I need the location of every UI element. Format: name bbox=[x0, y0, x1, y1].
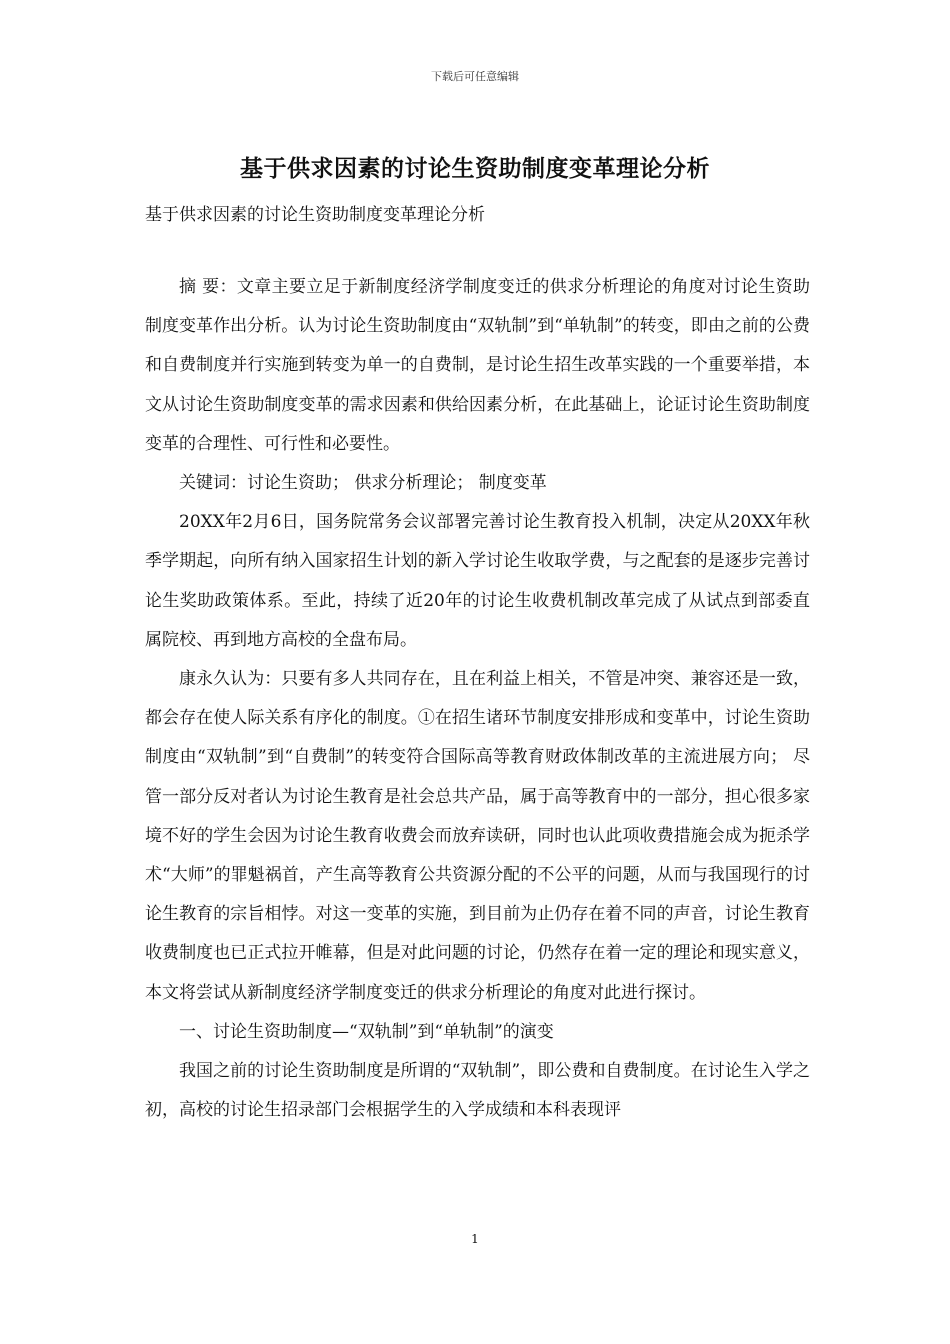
document-title: 基于供求因素的讨论生资助制度变革理论分析 bbox=[240, 155, 710, 182]
document-subtitle: 基于供求因素的讨论生资助制度变革理论分析 bbox=[145, 205, 485, 225]
body-paragraph: 我国之前的讨论生资助制度是所谓的“双轨制”，即公费和自费制度。在讨论生入学之初，高校的讨论生招录部门会根据学生的入学成绩和本科表现评 bbox=[145, 1061, 810, 1121]
keywords-paragraph: 关键词：讨论生资助； 供求分析理论； 制度变革 bbox=[179, 473, 547, 494]
body-paragraph: 20XX年2月6日，国务院常务会议部署完善讨论生教育投入机制，决定从20XX年秋季学期起，向所有纳入国家招生计划的新入学讨论生收取学费，与之配套的是逐步完善讨论生奖助政策体系。至此，持续了近20年的讨论生收费机制改革完成了从试点到部委直属院校、再到地方高校的全盘布局。 bbox=[145, 512, 810, 650]
document-body bbox=[145, 268, 810, 1130]
abstract-paragraph: 摘 要：文章主要立足于新制度经济学制度变迁的供求分析理论的角度对讨论生资助制度变革作出分析。认为讨论生资助制度由“双轨制”到“单轨制”的转变，即由之前的公费和自费制度并行实施到转变为单一的自费制，是讨论生招生改革实践的一个重要举措，本文从讨论生资助制度变革的需求因素和供给因素分析，在此基础上，论证讨论生资助制度变革的合理性、可行性和必要性。 bbox=[145, 277, 810, 454]
page-header: 下载后可任意编辑 bbox=[431, 70, 519, 83]
section-heading: 一、讨论生资助制度—“双轨制”到“单轨制”的演变 bbox=[179, 1021, 554, 1042]
body-paragraph: 康永久认为：只要有多人共同存在，且在利益上相关，不管是冲突、兼容还是一致，都会存在使人际关系有序化的制度。①在招生诸环节制度安排形成和变革中，讨论生资助制度由“双轨制”到“自费制”的转变符合国际高等教育财政体制改革的主流进展方向； 尽管一部分反对者认为讨论生教育是社会总共产品，属于高等教育中的一部分，担心很多家境不好的学生会因为讨论生教育收费会而放弃读研，同时也认此项收费措施会成为扼杀学术“大师”的罪魁祸首，产生高等教育公共资源分配的不公平的问题，从而与我国现行的讨论生教育的宗旨相悖。对这一变革的实施，到目前为止仍存在着不同的声音，讨论生教育收费制度也已正式拉开帷幕，但是对此问题的讨论，仍然存在着一定的理论和现实意义，本文将尝试从新制度经济学制度变迁的供求分析理论的角度对此进行探讨。 bbox=[145, 669, 810, 1003]
page-number: 1 bbox=[471, 1232, 479, 1246]
